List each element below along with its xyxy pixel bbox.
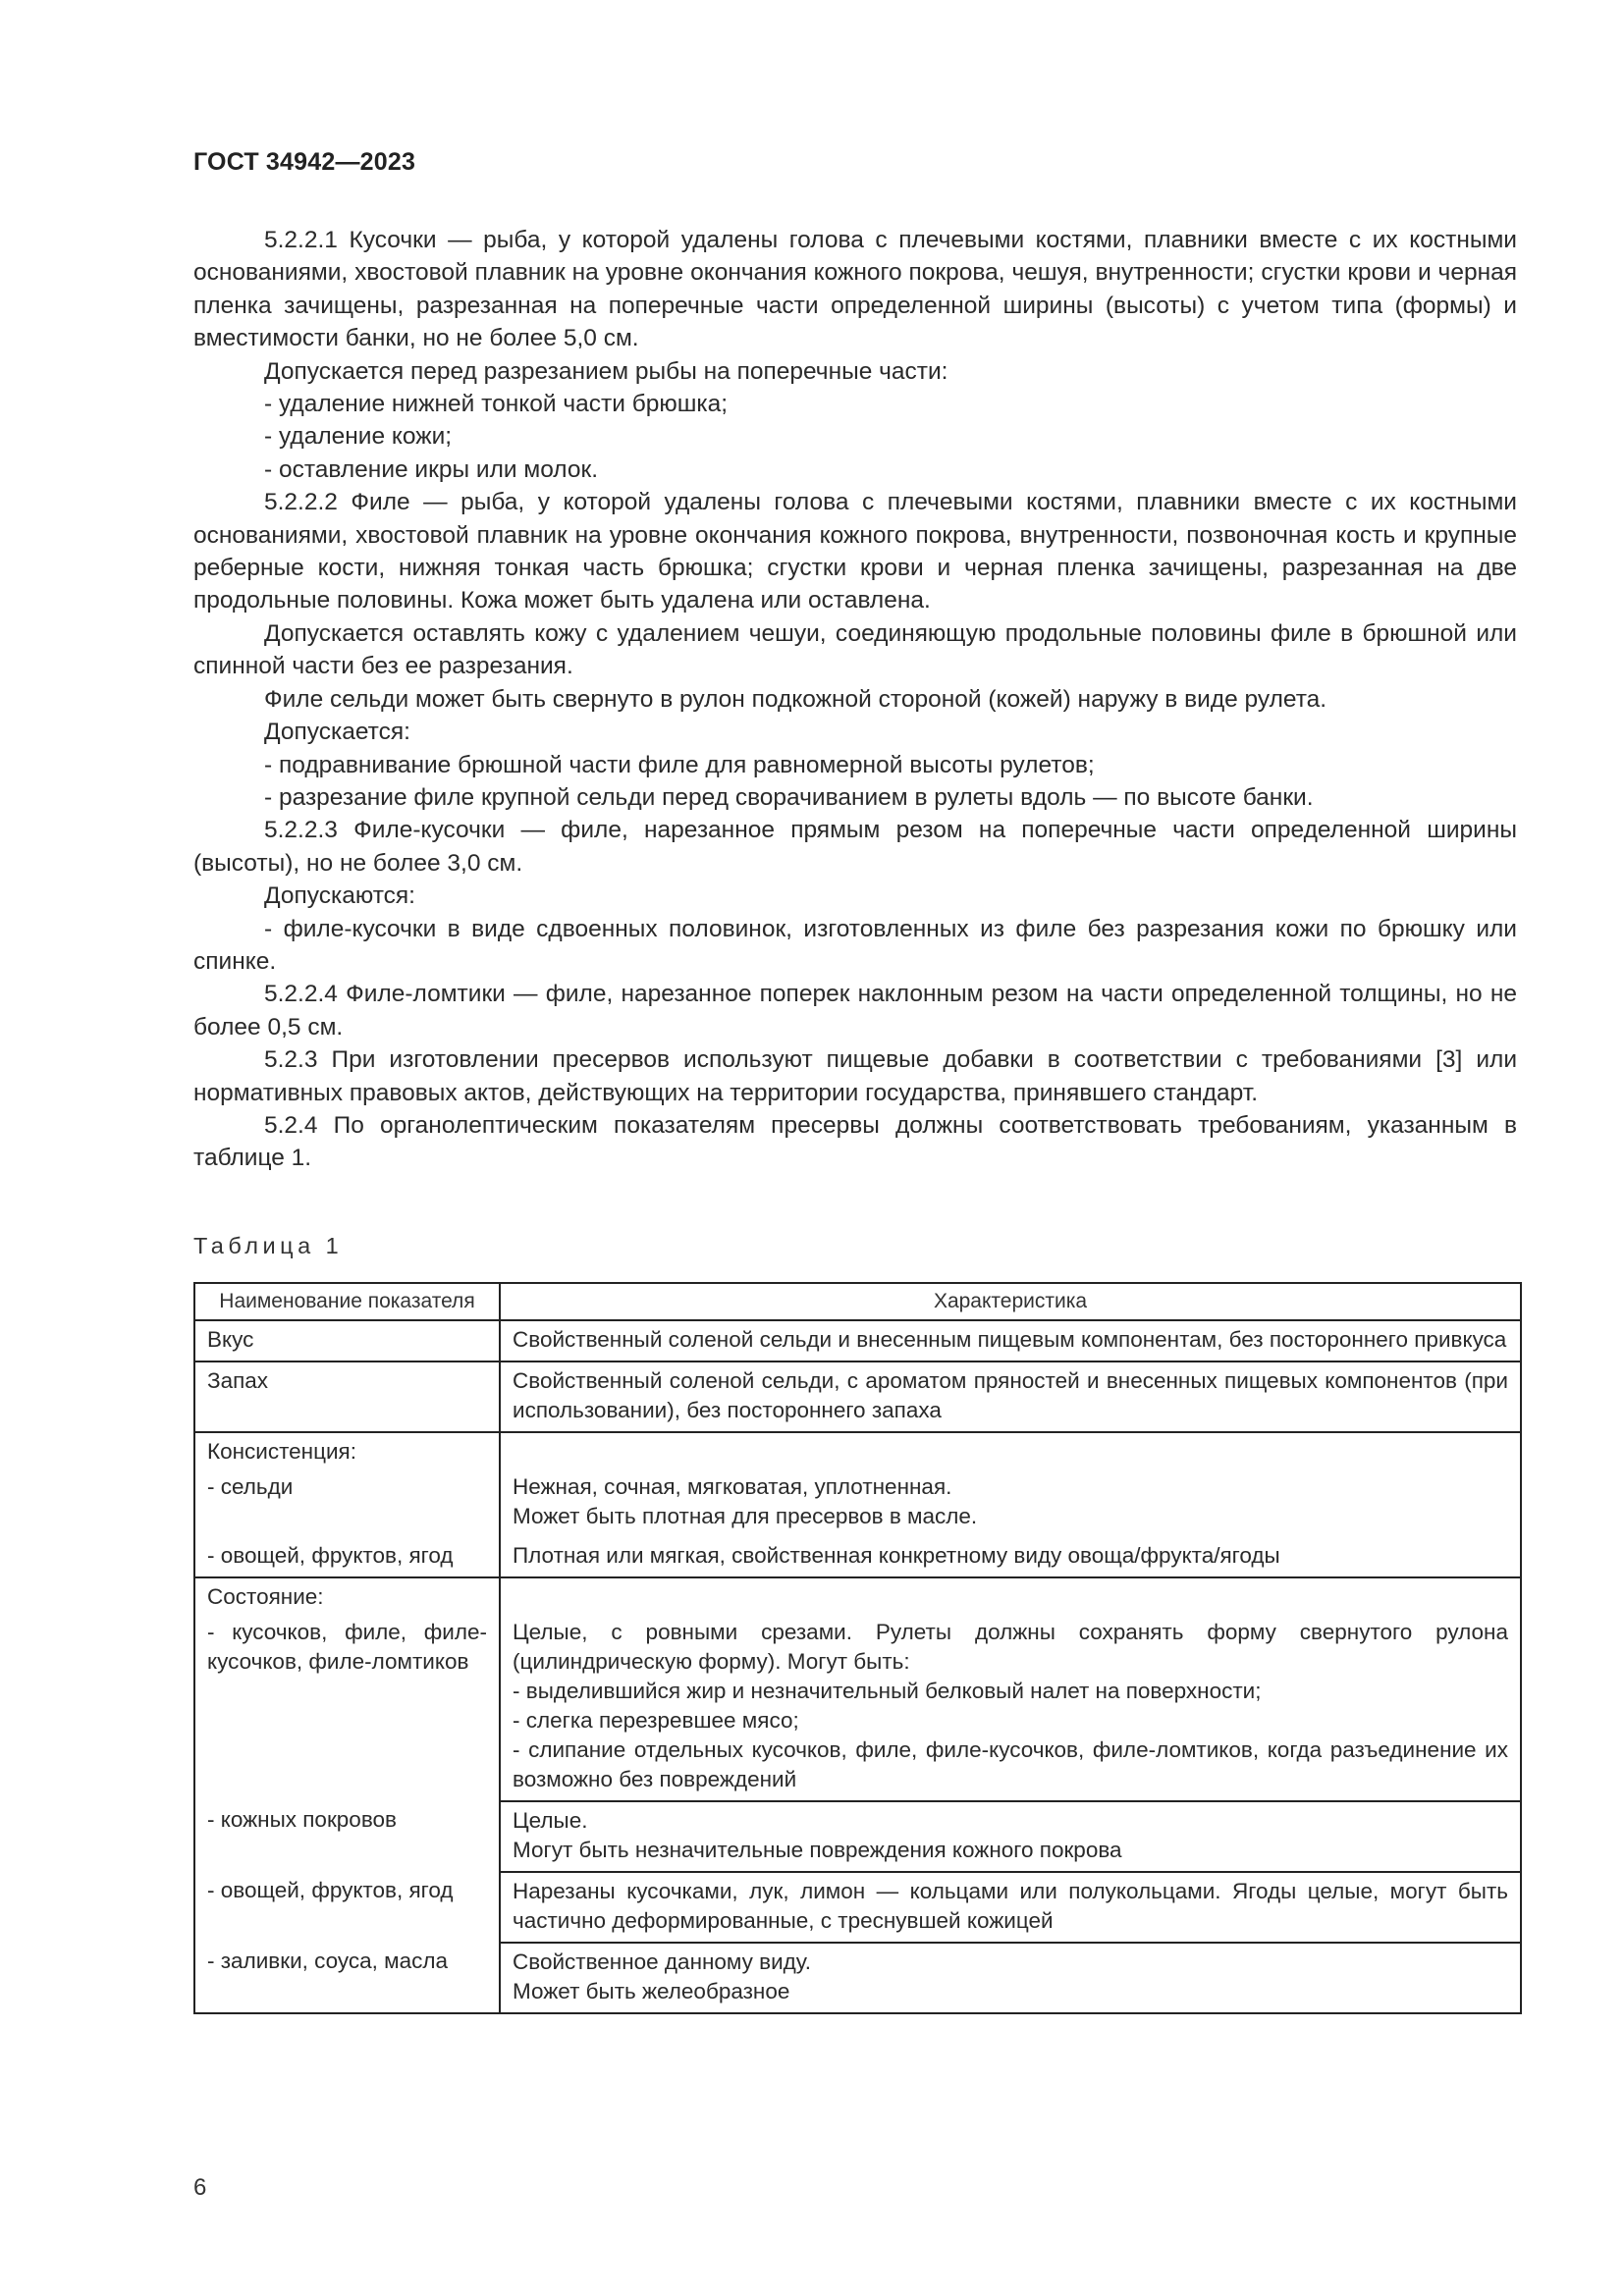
list-item: - удаление нижней тонкой части брюшка;	[264, 391, 729, 418]
indicator-group-cell: Консистенция:	[194, 1432, 500, 1468]
characteristic-cell: Нарезаны кусочками, лук, лимон — кольцами или полукольцами. Ягоды целые, могут быть частично деформированные, с треснувшей кожицей	[500, 1872, 1521, 1943]
paragraph: Допускается перед разрезанием рыбы на поперечные части:	[264, 357, 948, 385]
list-item: - разрезание филе крупной сельди перед сворачиванием в рулеты вдоль — по высоте банки.	[264, 783, 1314, 811]
characteristic-cell	[500, 1577, 1521, 1614]
characteristic-cell: Плотная или мягкая, свойственная конкретному виду овоща/фрукта/ягоды	[500, 1537, 1521, 1577]
characteristic-cell: Нежная, сочная, мягковатая, уплотненная. Может быть плотная для пресервов в масле.	[500, 1468, 1521, 1537]
paragraph: Допускается:	[264, 719, 410, 746]
indicator-cell: - овощей, фруктов, ягод	[194, 1537, 500, 1577]
list-item: - подравнивание брюшной части филе для равномерной высоты рулетов;	[264, 751, 1095, 778]
paragraph: Филе сельди может быть свернуто в рулон подкожной стороной (кожей) наружу в виде рулета.	[264, 685, 1327, 713]
indicator-cell: - кусочков, филе, филе-кусочков, филе-ломтиков	[194, 1614, 500, 1801]
paragraph-5-2-4: 5.2.4 По органолептическим показателям пресервы должны соответствовать требованиям, указанным в таблице 1.	[193, 1111, 1517, 1172]
table-row	[194, 1362, 1521, 1432]
indicator-cell: - овощей, фруктов, ягод	[194, 1872, 500, 1943]
table-row	[194, 1468, 1521, 1537]
paragraph-5-2-2-1: 5.2.2.1 Кусочки — рыба, у которой удалены голова с плечевыми костями, плавники вместе с их костными основаниями, хвостовой плавник на уровне окончания кожного покрова, чешуя, внутренности; сгустки крови и черная пленка зачищены, разрезанная на поперечные части определенной ширины (высоты) с учетом типа (формы) и вместимости банки, но не более 5,0 см.	[193, 227, 1517, 352]
paragraph: Допускается оставлять кожу с удалением чешуи, соединяющую продольные половины филе в брюшной или спинной части без ее разрезания.	[193, 619, 1517, 680]
table-row	[194, 1943, 1521, 2013]
column-header-characteristic: Характеристика	[500, 1283, 1521, 1320]
organoleptic-table	[193, 1282, 1522, 2014]
column-header-indicator: Наименование показателя	[194, 1283, 500, 1320]
paragraph: Допускаются:	[264, 882, 415, 910]
document-header: ГОСТ 34942—2023	[193, 148, 416, 176]
table-caption: Таблица 1	[193, 1233, 344, 1258]
characteristic-cell: Свойственный соленой сельди, с ароматом пряностей и внесенных пищевых компонентов (при использовании), без постороннего запаха	[500, 1362, 1521, 1432]
paragraph-5-2-2-4: 5.2.2.4 Филе-ломтики — филе, нарезанное поперек наклонным резом на части определенной толщины, но не более 0,5 см.	[193, 981, 1517, 1041]
characteristic-cell: Целые. Могут быть незначительные повреждения кожного покрова	[500, 1801, 1521, 1872]
table-group-row	[194, 1432, 1521, 1468]
table-row	[194, 1320, 1521, 1362]
paragraph-5-2-3: 5.2.3 При изготовлении пресервов используют пищевые добавки в соответствии с требованиями [3] или нормативных правовых актов, действующих на территории государства, принявшего стандарт.	[193, 1046, 1517, 1106]
page-number: 6	[193, 2174, 207, 2201]
list-item: - оставление икры или молок.	[264, 455, 599, 483]
characteristic-cell: Свойственное данному виду. Может быть желеобразное	[500, 1943, 1521, 2013]
list-item: - филе-кусочки в виде сдвоенных половинок, изготовленных из филе без разрезания кожи по брюшку или спинке.	[193, 915, 1517, 975]
document-body	[193, 224, 1517, 1175]
indicator-cell: - сельди	[194, 1468, 500, 1537]
paragraph-5-2-2-3: 5.2.2.3 Филе-кусочки — филе, нарезанное прямым резом на поперечные части определенной ширины (высоты), но не более 3,0 см.	[193, 817, 1517, 877]
table-group-row	[194, 1577, 1521, 1614]
indicator-cell: Запах	[194, 1362, 500, 1432]
characteristic-cell: Свойственный соленой сельди и внесенным пищевым компонентам, без постороннего привкуса	[500, 1320, 1521, 1362]
table-row	[194, 1801, 1521, 1872]
table-header-row	[194, 1283, 1521, 1320]
indicator-cell: Вкус	[194, 1320, 500, 1362]
indicator-cell: - заливки, соуса, масла	[194, 1943, 500, 2013]
table-row	[194, 1614, 1521, 1801]
indicator-group-cell: Состояние:	[194, 1577, 500, 1614]
table-row	[194, 1872, 1521, 1943]
paragraph-5-2-2-2: 5.2.2.2 Филе — рыба, у которой удалены голова с плечевыми костями, плавники вместе с их костными основаниями, хвостовой плавник на уровне окончания кожного покрова, внутренности, позвоночная кость и крупные реберные кости, нижняя тонкая часть брюшка; сгустки крови и черная пленка зачищены, разрезанная на две продольные половины. Кожа может быть удалена или оставлена.	[193, 489, 1517, 614]
table-row	[194, 1537, 1521, 1577]
indicator-cell: - кожных покровов	[194, 1801, 500, 1872]
characteristic-cell	[500, 1432, 1521, 1468]
list-item: - удаление кожи;	[264, 423, 453, 451]
characteristic-cell: Целые, с ровными срезами. Рулеты должны сохранять форму свернутого рулона (цилиндрическую форму). Могут быть: - выделившийся жир и незначительный белковый налет на поверхности; - слегка перезревшее мясо; - слипание отдельных кусочков, филе, филе-кусочков, филе-ломтиков, когда разъединение их возможно без повреждений	[500, 1614, 1521, 1801]
